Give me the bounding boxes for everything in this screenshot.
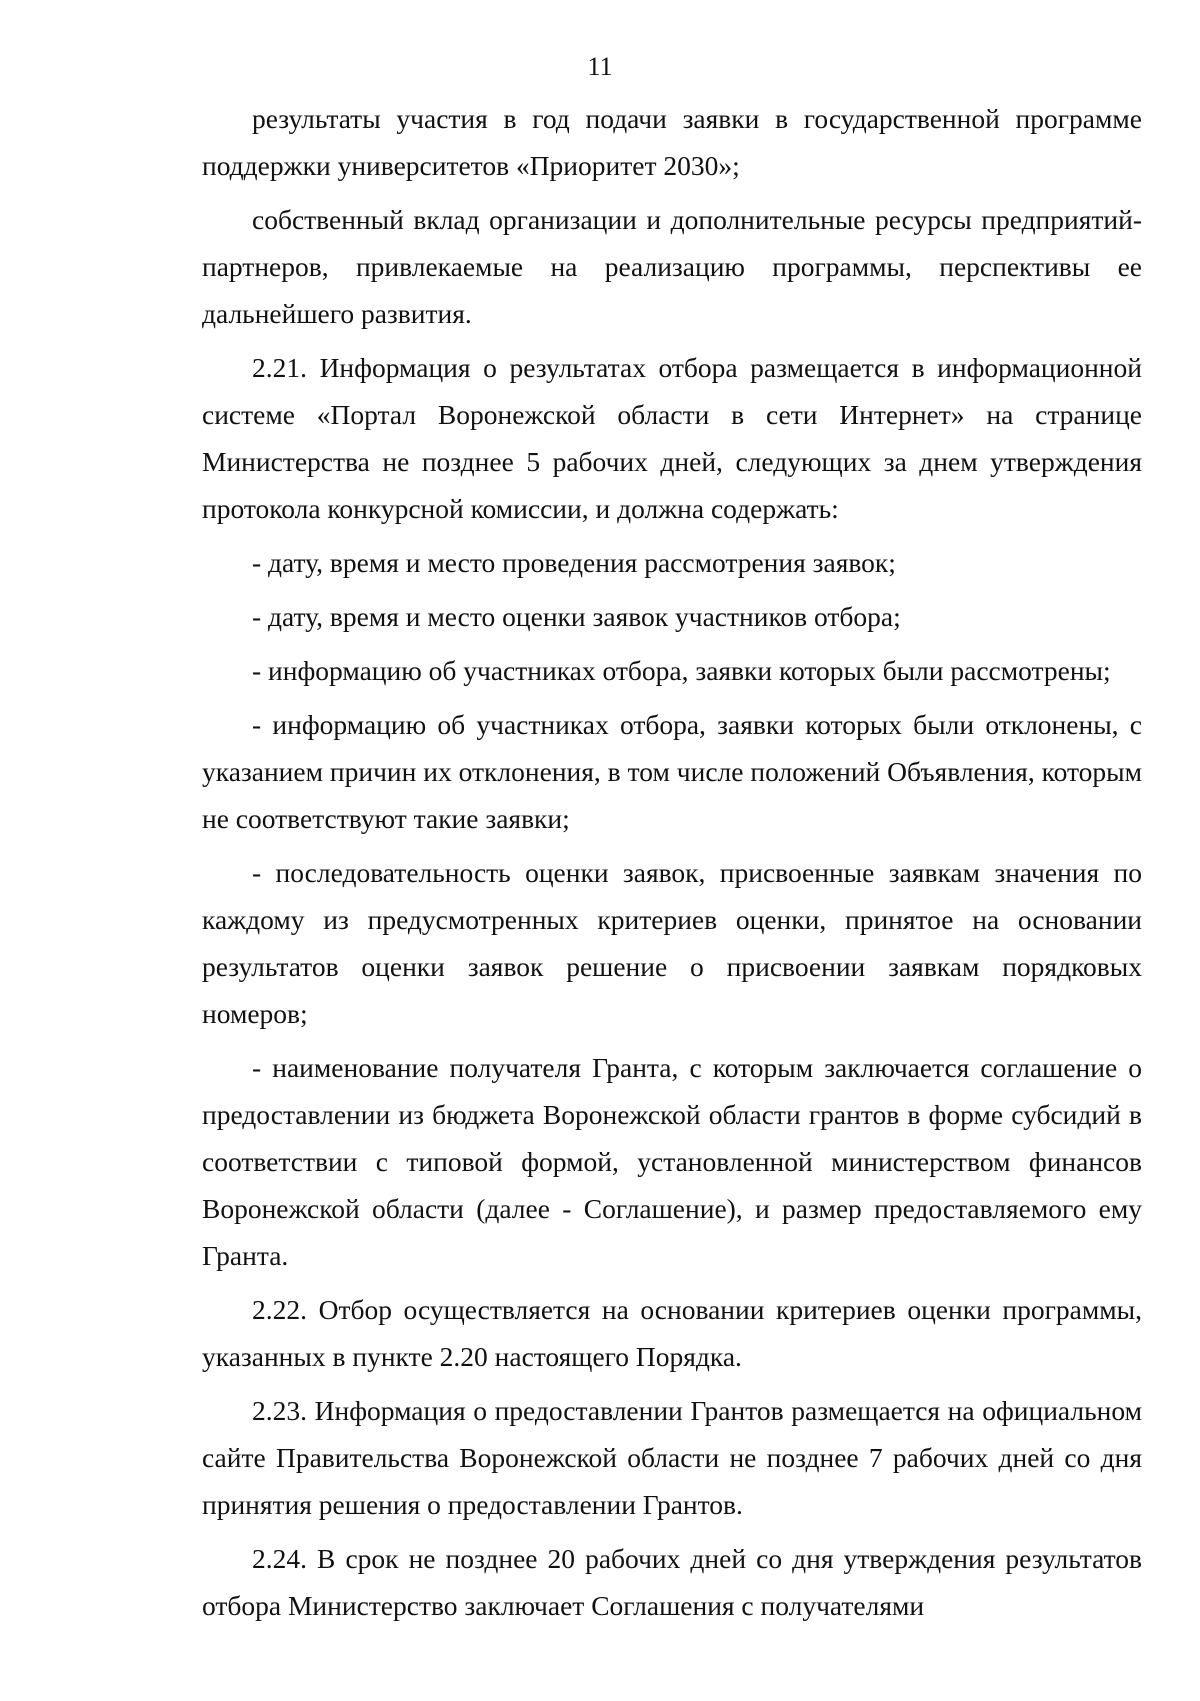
paragraph-2-22-criteria: 2.22. Отбор осуществляется на основании критериев оценки программы, указанных в пункте 2.20 настоящего Порядка. xyxy=(202,1294,1142,1372)
page-number: 11 xyxy=(587,52,613,81)
paragraph-own-contribution: собственный вклад организации и дополнительные ресурсы предприятий-партнеров, привлекаемые на реализацию программы, перспективы ее дальнейшего развития. xyxy=(202,204,1142,329)
paragraph-priority-2030-results: результаты участия в год подачи заявки в государственной программе поддержки университетов «Приоритет 2030»; xyxy=(202,103,1142,181)
paragraph-2-24-agreements: 2.24. В срок не позднее 20 рабочих дней со дня утверждения результатов отбора Министерство заключает Соглашения с получателями xyxy=(202,1543,1142,1621)
list-item-reviewed-participants: - информацию об участниках отбора, заявки которых были рассмотрены; xyxy=(252,655,1111,686)
list-item-evaluation-order: - последовательность оценки заявок, присвоенные заявкам значения по каждому из предусмотренных критериев оценки, принятое на основании результатов оценки заявок решение о присвоении заявкам порядковых номеров; xyxy=(202,857,1142,1029)
list-item-evaluation-date: - дату, время и место оценки заявок участников отбора; xyxy=(252,601,901,632)
list-item-review-date: - дату, время и место проведения рассмотрения заявок; xyxy=(252,547,896,578)
list-item-grant-recipient: - наименование получателя Гранта, с которым заключается соглашение о предоставлении из бюджета Воронежской области грантов в форме субсидий в соответствии с типовой формой, установленной министерством финансов Воронежской области (далее - Соглашение), и размер предоставляемого ему Гранта. xyxy=(202,1052,1142,1271)
document-body xyxy=(202,95,1142,1636)
paragraph-2-21-publication: 2.21. Информация о результатах отбора размещается в информационной системе «Портал Воронежской области в сети Интернет» на странице Министерства не позднее 5 рабочих дней, следующих за днем утверждения протокола конкурсной комиссии, и должна содержать: xyxy=(202,352,1142,524)
paragraph-2-23-grant-info: 2.23. Информация о предоставлении Грантов размещается на официальном сайте Правительства Воронежской области не позднее 7 рабочих дней со дня принятия решения о предоставлении Грантов. xyxy=(202,1395,1142,1520)
list-item-rejected-participants: - информацию об участниках отбора, заявки которых были отклонены, с указанием причин их отклонения, в том числе положений Объявления, которым не соответствуют такие заявки; xyxy=(202,709,1142,834)
